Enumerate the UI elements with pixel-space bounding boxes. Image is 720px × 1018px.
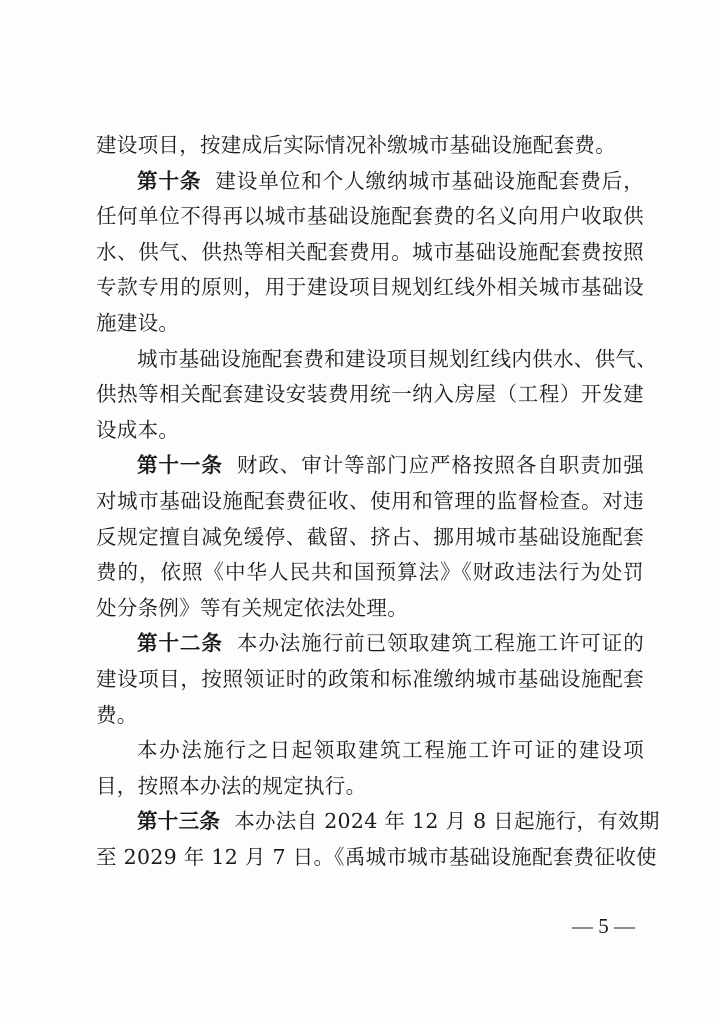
article-heading: 第十二条 [137, 631, 223, 656]
paragraph-line: 反规定擅自减免缓停、截留、挤占、挪用城市基础设施配套 [96, 524, 644, 549]
paragraph-line: 专款专用的原则，用于建设项目规划红线外相关城市基础设 [96, 275, 644, 300]
paragraph-line [96, 164, 644, 200]
paragraph-line: 施建设。 [96, 310, 180, 335]
paragraph-line: 建设项目，按照领证时的政策和标准缴纳城市基础设施配套 [96, 666, 644, 691]
paragraph-line [96, 804, 660, 840]
document-body [96, 128, 660, 875]
paragraph-line [96, 448, 644, 484]
paragraph-line: 对城市基础设施配套费征收、使用和管理的监督检查。对违 [96, 488, 644, 513]
article-heading: 第十条 [137, 168, 202, 193]
paragraph-line: 处分条例》等有关规定依法处理。 [96, 595, 408, 620]
paragraph-line: 城市基础设施配套费和建设项目规划红线内供水、供气、 [137, 346, 657, 371]
paragraph-line: 水、供气、供热等相关配套费用。城市基础设施配套费按照 [96, 239, 644, 264]
paragraph-line: 费。 [96, 702, 138, 727]
article-text: 本办法施行前已领取建筑工程施工许可证的 [236, 631, 644, 656]
article-text: 本办法自 2024 年 12 月 8 日起施行，有效期 [234, 809, 660, 834]
paragraph-line: 供热等相关配套建设安装费用统一纳入房屋（工程）开发建 [96, 382, 644, 407]
paragraph-line: 费的，依照《中华人民共和国预算法》《财政违法行为处罚 [96, 560, 644, 585]
paragraph-line: 目，按照本办法的规定执行。 [96, 773, 367, 798]
paragraph-line: 设成本。 [96, 417, 180, 442]
paragraph-line: 建设项目，按建成后实际情况补缴城市基础设施配套费。 [96, 133, 616, 157]
paragraph-line: 任何单位不得再以城市基础设施配套费的名义向用户收取供 [96, 204, 644, 229]
article-text: 建设单位和个人缴纳城市基础设施配套费后， [215, 168, 644, 193]
article-heading: 第十一条 [137, 453, 223, 478]
page-number: — 5 — [572, 914, 635, 938]
article-text: 财政、审计等部门应严格按照各自职责加强 [236, 453, 644, 478]
article-heading: 第十三条 [137, 809, 221, 834]
paragraph-line: 至 2029 年 12 月 7 日。《禹城市城市基础设施配套费征收使 [96, 844, 657, 869]
paragraph-line [96, 626, 644, 662]
paragraph-line: 本办法施行之日起领取建筑工程施工许可证的建设项 [137, 738, 644, 763]
